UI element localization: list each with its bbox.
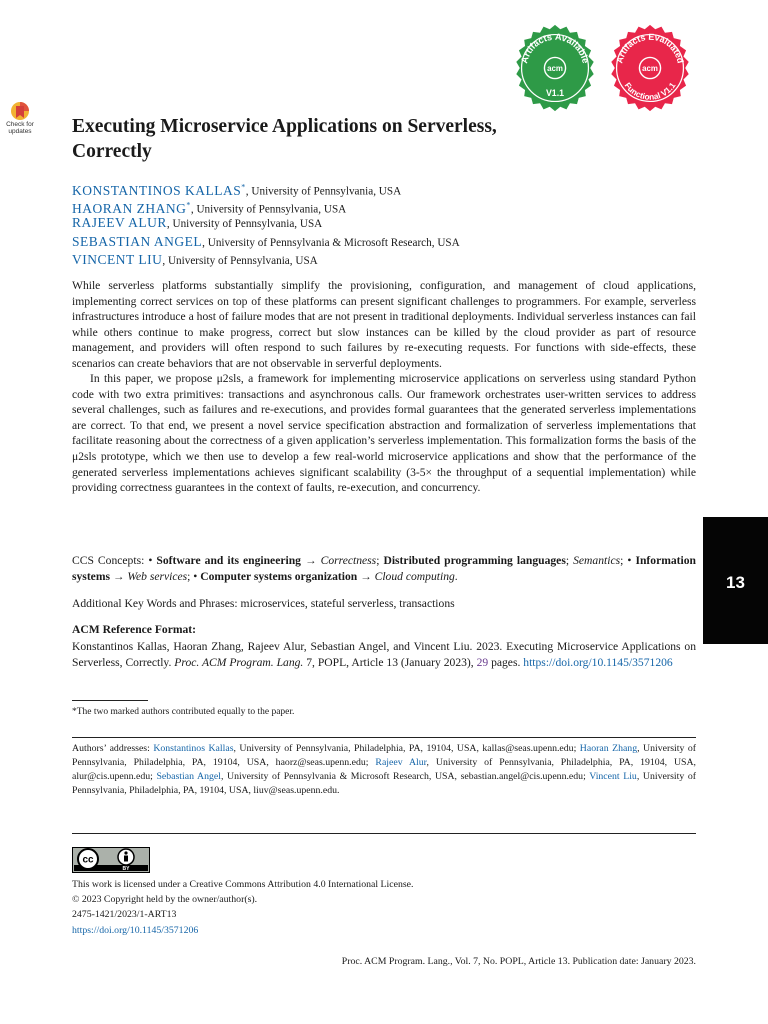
author-line: [72, 196, 712, 214]
author-affiliation: , University of Pennsylvania, USA: [245, 185, 402, 198]
author-list: [72, 178, 712, 269]
divider: [72, 833, 696, 834]
author-name[interactable]: RAJEEV ALUR: [72, 215, 167, 231]
author-affiliation: , University of Pennsylvania, USA: [166, 218, 323, 231]
abstract: [72, 278, 696, 496]
footnote-rule: [72, 700, 148, 701]
badge-available-bottom: V1.1: [545, 88, 565, 99]
check-updates-line2: updates: [8, 128, 32, 135]
author-link[interactable]: Rajeev Alur: [375, 757, 427, 769]
by-label: BY: [122, 866, 130, 872]
author-name[interactable]: HAORAN ZHANG*: [72, 200, 191, 216]
license-block: [72, 877, 572, 938]
ccs-concepts: CCS Concepts: • Software and its engineering → Correctness; Distributed programming languages; Semantics; • Information systems → Web services; • Computer systems organization → Cloud computing.: [72, 554, 696, 583]
abstract-paragraph-2: In this paper, we propose μ2sls, a framework for implementing microservice applications on serverless using standard Python code with two extra primitives: transactions and asynchronous calls. Our framework orchestrates user-written services to address several challenges, such as failures and re-executions, and provides formal guarantees that the generated serverless implementations are correct. To that end, we present a novel service specification abstraction and formalization of serverless implementations that facilitate reasoning about the correctness of a given application’s serverless implementation. This formalization forms the basis of the μ2sls prototype, which we then use to develop a few real-world microservice applications and show that the performance of the generated serverless implementations achieves significant scalability (3-5× the throughput of a sequential implementation) while providing correctness guarantees in the context of faults, re-execution, and concurrency.: [72, 372, 696, 495]
check-updates-line1: Check for: [6, 121, 34, 128]
title-line-1: Executing Microservice Applications on Serverless,: [72, 116, 497, 137]
acm-logo-icon: acm: [547, 64, 563, 74]
author-affiliation: , University of Pennsylvania, USA: [190, 203, 347, 216]
check-for-updates-badge[interactable]: [0, 100, 40, 140]
cc-label: cc: [82, 854, 94, 866]
license-line: This work is licensed under a Creative Commons Attribution 4.0 International License.: [72, 879, 414, 890]
author-name[interactable]: KONSTANTINOS KALLAS*: [72, 182, 246, 198]
artifacts-available-badge[interactable]: [511, 24, 599, 112]
author-link[interactable]: Haoran Zhang: [579, 743, 638, 754]
author-line: [72, 251, 712, 269]
title-line-2: Correctly: [72, 141, 152, 162]
author-name[interactable]: SEBASTIAN ANGEL: [72, 233, 203, 249]
divider: [72, 737, 696, 738]
pages-link[interactable]: 29: [476, 655, 489, 669]
author-affiliation: , University of Pennsylvania, USA: [162, 254, 318, 267]
author-line: [72, 178, 712, 196]
acm-logo-icon: acm: [642, 64, 658, 74]
article-number: 13: [726, 573, 745, 592]
footnote: *The two marked authors contributed equally to the paper.: [72, 707, 295, 717]
authors-addresses: Authors’ addresses: Konstantinos Kallas, University of Pennsylvania, Philadelphia, PA, 19104, USA, kallas@seas.upenn.edu; Haoran Zhang, University of Pennsylvania, Philadelphia, PA, 19104, USA, haorz@seas.upenn.edu; Rajeev Alur, University of Pennsylvania, Philadelphia, PA, 19104, USA, alur@cis.upenn.edu; Sebastian Angel, University of Pennsylvania & Microsoft Research, USA, sebastian.angel@cis.upenn.edu; Vincent Liu, University of Pennsylvania, Philadelphia, PA, 19104, USA, liuv@seas.upenn.edu.: [72, 743, 697, 797]
author-link[interactable]: Sebastian Angel: [156, 771, 221, 783]
doi-link[interactable]: https://doi.org/10.1145/3571206: [72, 924, 199, 936]
abstract-paragraph-1: While serverless platforms substantially simplify the provisioning, configuration, and management of cloud applications, implementing correct services on top of these platforms can present significant challenges to programmers. For example, serverless infrastructures introduce a host of failure modes that are not present in traditional deployments. Individual serverless instances can fail while others continue to make progress, correct but slow instances can be killed by the cloud provider as part of resource management, and providers will often respond to such failures by re-executing requests. For functions with side-effects, these scenarios can create behaviors that are not observable in serverful deployments.: [72, 279, 696, 370]
badge-evaluated-bottom: Functional V1.1: [622, 80, 678, 102]
artifacts-evaluated-badge[interactable]: [606, 24, 694, 112]
author-affiliation: , University of Pennsylvania & Microsoft Research, USA: [202, 236, 460, 249]
check-updates-icon: [0, 100, 40, 122]
article-number-tab: [703, 517, 768, 644]
author-line: [72, 233, 712, 251]
keywords: Additional Key Words and Phrases: microservices, stateful serverless, transactions: [72, 597, 455, 610]
author-link[interactable]: Vincent Liu: [589, 771, 637, 783]
issn-line: 2475-1421/2023/1-ART13: [72, 909, 177, 921]
badge-evaluated-top: Artifacts Evaluated: [614, 31, 686, 65]
doi-link[interactable]: https://doi.org/10.1145/3571206: [523, 655, 673, 669]
reference-format-text: Konstantinos Kallas, Haoran Zhang, Rajeev Alur, Sebastian Angel, and Vincent Liu. 2023. Executing Microservice Applications on Serverless, Correctly. Proc. ACM Program. Lang. 7, POPL, Article 13 (January 2023), 29 pages. https://doi.org/10.1145/3571206: [72, 640, 696, 669]
page-footer: Proc. ACM Program. Lang., Vol. 7, No. POPL, Article 13. Publication date: January 2023.: [341, 956, 696, 967]
copyright-line: © 2023 Copyright held by the owner/author(s).: [72, 894, 258, 906]
author-line: [72, 214, 712, 232]
cc-by-license-icon[interactable]: [72, 847, 150, 873]
badge-available-top: Artifacts Available: [519, 31, 591, 65]
author-name[interactable]: VINCENT LIU: [72, 251, 163, 267]
reference-format-heading: ACM Reference Format:: [72, 623, 197, 636]
paper-title: [72, 114, 632, 164]
author-link[interactable]: Konstantinos Kallas: [153, 743, 234, 754]
